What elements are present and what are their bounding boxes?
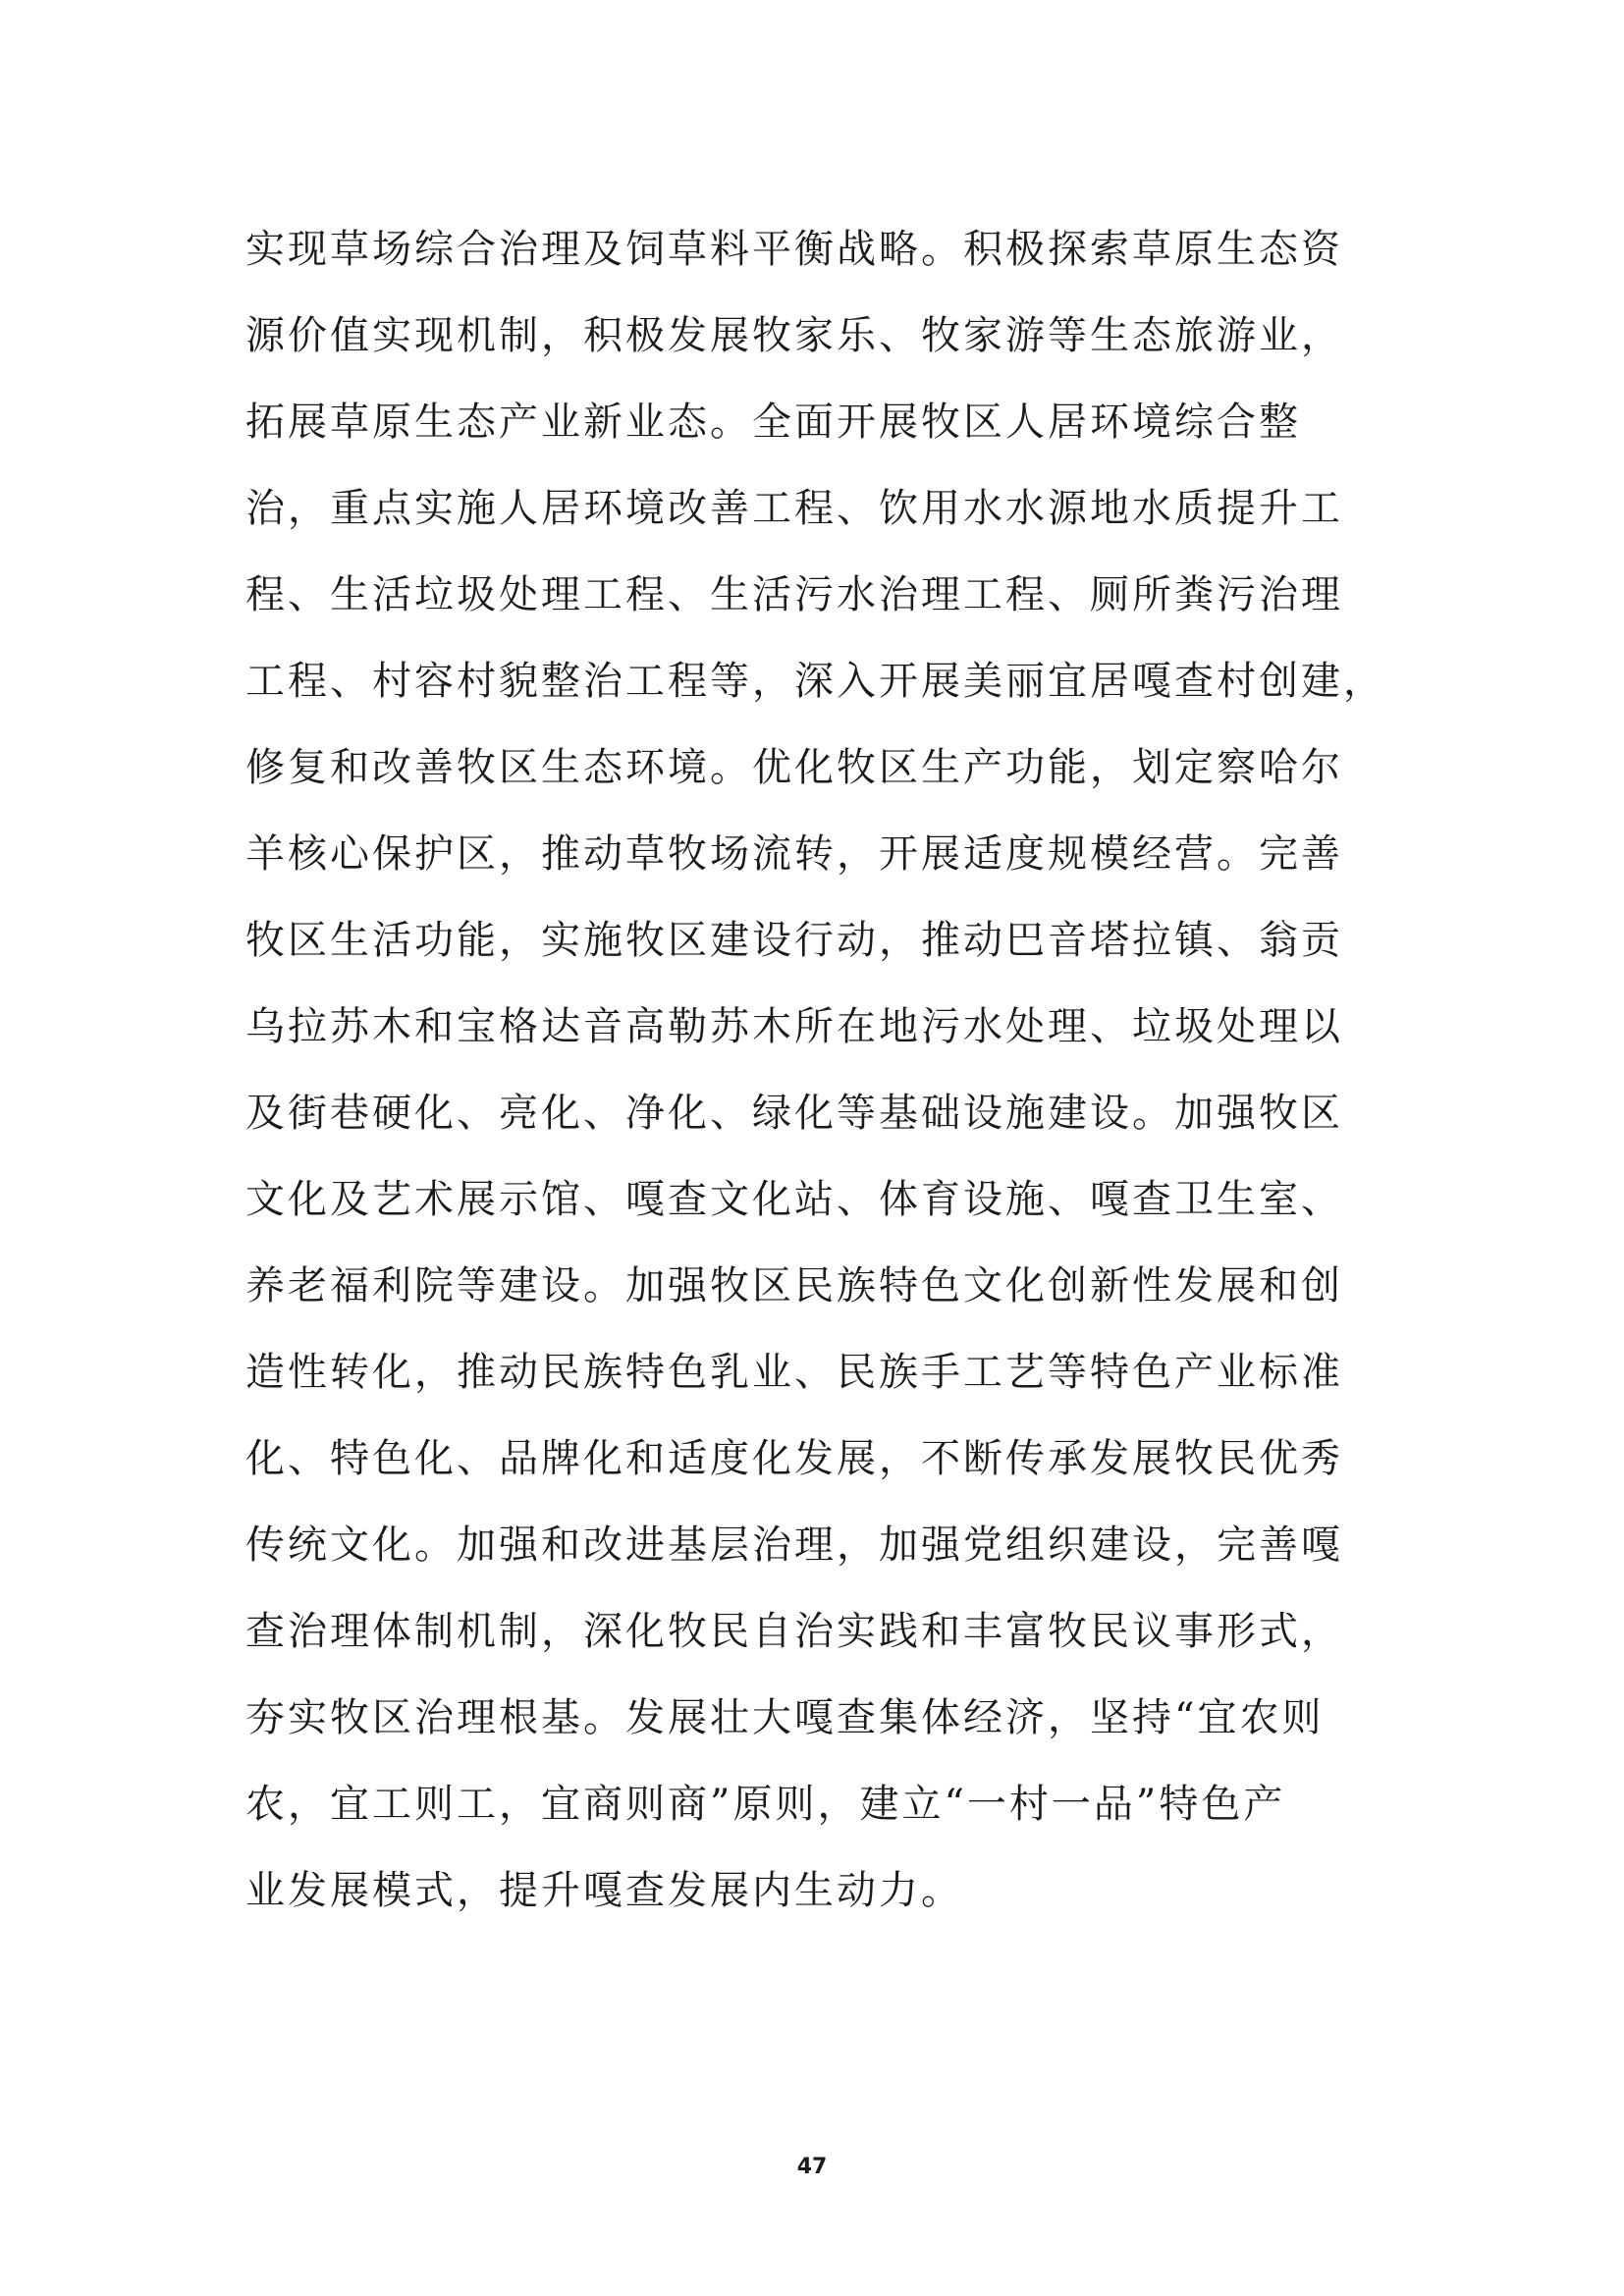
- page-number: 47: [796, 2155, 828, 2179]
- text-line: 传统文化。加强和改进基层治理，加强党组织建设，完善嘎: [245, 1522, 1343, 1568]
- text-line: 乌拉苏木和宝格达音高勒苏木所在地污水处理、垃圾处理以: [245, 1004, 1343, 1049]
- text-line: 及街巷硬化、亮化、净化、绿化等基础设施建设。加强牧区: [245, 1091, 1343, 1136]
- text-line: 修复和改善牧区生态环境。优化牧区生产功能，划定察哈尔: [245, 745, 1343, 790]
- text-line: 造性转化，推动民族特色乳业、民族手工艺等特色产业标准: [245, 1350, 1343, 1395]
- text-line: 养老福利院等建设。加强牧区民族特色文化创新性发展和创: [245, 1263, 1343, 1308]
- text-line: 夯实牧区治理根基。发展壮大嘎查集体经济，坚持“宜农则: [245, 1695, 1325, 1740]
- text-line: 拓展草原生态产业新业态。全面开展牧区人居环境综合整: [245, 400, 1301, 445]
- text-line: 查治理体制机制，深化牧民自治实践和丰富牧民议事形式，: [245, 1609, 1343, 1654]
- text-line: 农，宜工则工，宜商则商”原则，建立“一村一品”特色产: [245, 1782, 1286, 1827]
- text-line: 业发展模式，提升嘎查发展内生动力。: [245, 1868, 963, 1913]
- text-line: 治，重点实施人居环境改善工程、饮用水水源地水质提升工: [245, 486, 1343, 531]
- text-line: 羊核心保护区，推动草牧场流转，开展适度规模经营。完善: [245, 831, 1343, 877]
- text-line: 实现草场综合治理及饲草料平衡战略。积极探索草原生态资: [245, 227, 1343, 272]
- text-line: 源价值实现机制，积极发展牧家乐、牧家游等生态旅游业，: [245, 313, 1343, 358]
- text-line: 程、生活垃圾处理工程、生活污水治理工程、厕所粪污治理: [245, 572, 1343, 617]
- text-line: 化、特色化、品牌化和适度化发展，不断传承发展牧民优秀: [245, 1436, 1343, 1481]
- body-paragraph: [245, 206, 1404, 1934]
- text-line: 工程、村容村貌整治工程等，深入开展美丽宜居嘎查村创建，: [245, 659, 1385, 704]
- text-line: 文化及艺术展示馆、嘎查文化站、体育设施、嘎查卫生室、: [245, 1177, 1343, 1222]
- text-line: 牧区生活功能，实施牧区建设行动，推动巴音塔拉镇、翁贡: [245, 918, 1343, 963]
